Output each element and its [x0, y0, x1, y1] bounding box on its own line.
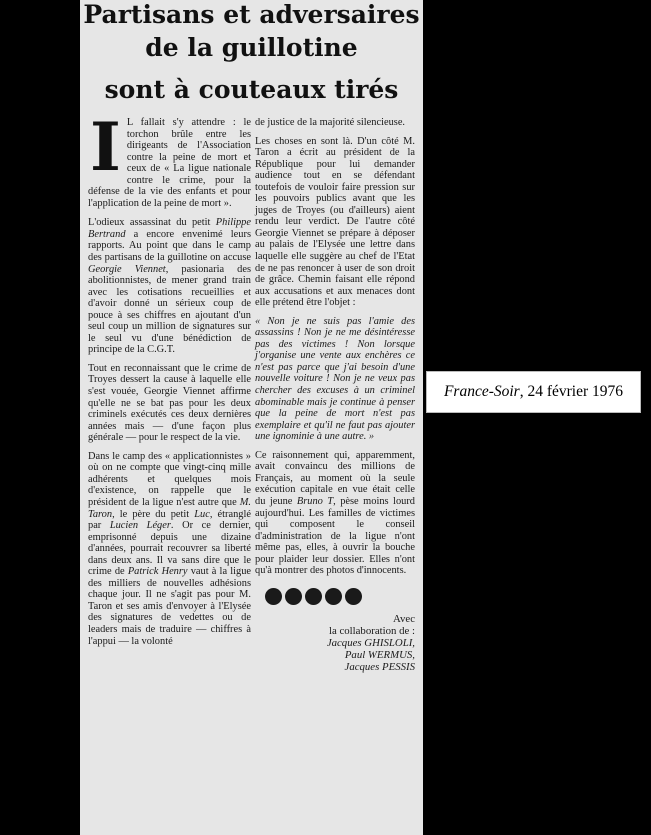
separator-dots [265, 587, 415, 609]
text-run: a encore envenimé leurs rapports. Au point que dans le camp des partisans de la guillotine on accuse [88, 228, 251, 264]
drop-cap: I [90, 108, 121, 186]
text-run: Ce raisonnement qui, apparemment, avait convaincu des millions de Français, au moment où la seule exécution capitale en vue était celle du jeune [255, 449, 415, 507]
right-paragraph-2: Les choses en sont là. D'un côté M. Taron a écrit au président de la République pour lui demander audience tout en se défendant toutefois de vouloir faire pression sur les pouvoirs publics avant que les juges de Troyes (ou d'ailleurs) aient rendu leur verdict. De l'autre côté Georgie Viennet se prépare à déposer au palais de l'Elysée une lettre dans laquelle elle suggère au chef de l'Etat de ne pas renoncer à user de son droit de grâce. Chemin faisant elle répond aux accusations et aux menaces dont elle prétend être l'objet : [255, 135, 415, 309]
name-run: Georgie Viennet [88, 263, 166, 275]
headline-line-2: de la guillotine [145, 33, 358, 62]
dot-ornament [305, 588, 322, 605]
name-run: M. Taron [88, 496, 251, 520]
source-caption [426, 371, 641, 413]
left-paragraph-2 [88, 217, 251, 356]
quote-paragraph: « Non je ne suis pas l'amie des assassins ! Non je ne me désintéresse pas des victimes ! Non lorsque j'organise une vente aux enchères ce n'est pas parce que j'ai besoin d'une nouvelle voiture ! Non je ne veux pas chercher des excuses à un criminel abominable mais je continue à penser que la peine de mort n'est pas exemplaire et qu'il ne faut pas ajouter une ignominie à une autre. » [255, 315, 415, 443]
text-run: . Or ce dernier, emprisonné depuis une dizaine d'années, pourrait recouvrer sa liberté dans deux ans. Il va sans dire que le crime de [88, 520, 251, 578]
dot-ornament [265, 588, 282, 605]
publication-name: France-Soir [443, 383, 520, 400]
intro-paragraph [88, 108, 251, 209]
name-run: Philippe Bertrand [88, 217, 251, 240]
headline-line-3: sont à couteaux tirés [104, 75, 399, 104]
credits-collaboration: la collaboration de : [328, 624, 415, 637]
name-run: Patrick Henry [127, 566, 188, 578]
intro-text: L fallait s'y attendre : le torchon brûle entre les dirigeants de l'Association contre la peine de mort et ceux de « La ligue nationale contre le crime, pour la défense de la vie des enfants et pour l'application de la peine de mort ». [88, 117, 251, 209]
newspaper-clipping [80, 0, 423, 835]
text-run: , pèse moins lourd aujourd'hui. Les familles de victimes qui composent le conseil d'administration de la ligue n'ont même pas, elles, à ouvrir la bouche pour plaider leur dossier. Elles n'ont qu'à montrer des photos d'innocents. [255, 495, 415, 577]
dot-ornament [345, 588, 362, 605]
credits-avec: Avec [393, 612, 415, 625]
credit-name: Paul WERMUS, [344, 648, 415, 661]
name-run: Bruno T [296, 495, 334, 507]
left-paragraph-4 [88, 451, 251, 647]
text-run: Dans le camp des « applicationnistes » où on ne compte que vingt-cinq mille adhérents et quelques mois d'existence, on rappelle que le président de la ligue n'est autre que [88, 450, 251, 508]
text-run: , le père du petit [112, 508, 195, 520]
text-run: , étranglé par [88, 508, 252, 532]
credits-block [255, 613, 415, 673]
right-paragraph-1: de justice de la majorité silencieuse. [255, 117, 406, 128]
right-column [255, 117, 415, 835]
text-run: L'odieux assassinat du petit [88, 217, 216, 229]
left-paragraph-3: Tout en reconnaissant que le crime de Troyes dessert la cause à laquelle elle s'est vouée, Georgie Viennet affirme qu'elle ne se bat pas pour les deux criminels exécutés ces deux dernières années mais — d'une façon plus générale — pour le respect de la vie. [88, 362, 251, 444]
left-column [88, 108, 252, 835]
credit-name: Jacques GHISLOLI, [326, 636, 415, 649]
text-run: vaut à la ligue des milliers de nouvelles adhésions chaque jour. Il ne s'agit pas pour M. Taron et ses amis d'envoyer à l'Elysée des signatures de vedettes ou de leaders mais de traduire — chiffres à l'appui — la volonté [88, 566, 252, 647]
headline-line-1: Partisans et adversaires [83, 0, 420, 29]
credit-name: Jacques PESSIS [344, 660, 415, 673]
name-run: Luc [194, 508, 210, 520]
text-run: , pasionaria des abolitionnistes, de mener grand train avec les cotisations recueillies et d'avoir donné un sérieux coup de pouce à ses chiffres en ajoutant d'un seul coup un million de signatures sur le seul vu d'une bénédiction de principe de la C.G.T. [88, 263, 251, 356]
dot-ornament [285, 588, 302, 605]
name-run: Lucien Léger [109, 520, 171, 532]
publication-date: , 24 février 1976 [519, 383, 624, 400]
right-paragraph-4 [255, 450, 415, 577]
dot-ornament [325, 588, 342, 605]
